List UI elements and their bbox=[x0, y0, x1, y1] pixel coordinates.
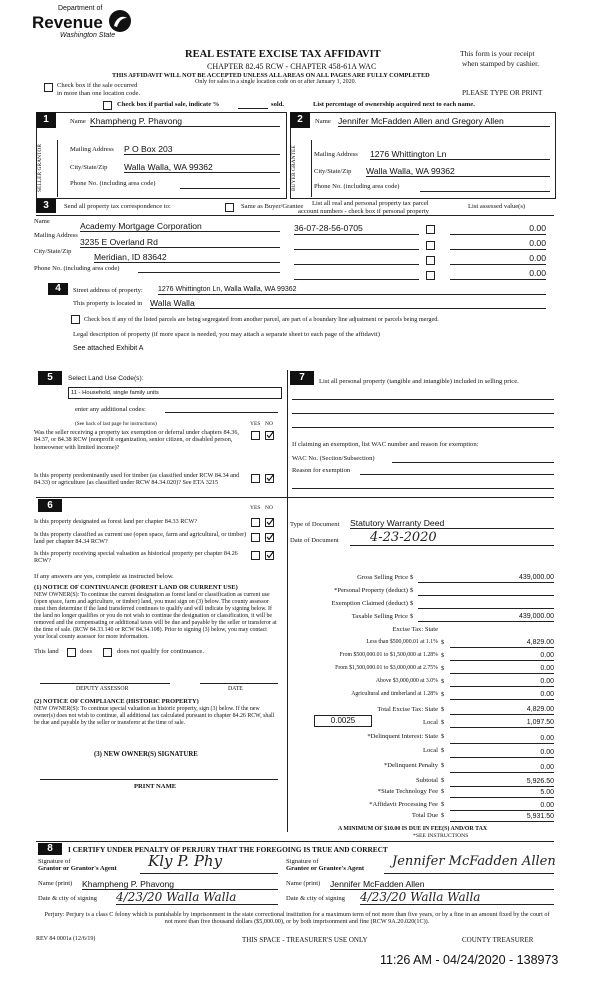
correspondence-name-field[interactable]: Academy Mortgage Corporation bbox=[80, 221, 280, 232]
tax-row-label: *Delinquent Penalty bbox=[383, 762, 438, 769]
form-number: REV 84 0001a (12/6/19) bbox=[36, 936, 96, 942]
partial-sale-percent-field[interactable] bbox=[238, 108, 268, 109]
logo-line2: Revenue bbox=[32, 13, 103, 32]
grantee-sig-label-2: Grantee or Grantee's Agent bbox=[286, 865, 365, 872]
grantee-date-city-label: Date & city of signing bbox=[286, 895, 345, 902]
currency-symbol: $ bbox=[410, 600, 414, 607]
gross-selling-price-field[interactable]: 439,000.00 bbox=[418, 574, 554, 583]
s6-q3-no-checkbox[interactable] bbox=[265, 551, 274, 560]
multi-location-label1: Check box if the sale occurred bbox=[57, 82, 138, 89]
section1-number: 1 bbox=[36, 112, 56, 128]
logo bbox=[32, 5, 142, 45]
buyer-name-label: Name bbox=[315, 118, 331, 125]
assessed-value-2[interactable]: 0.00 bbox=[450, 238, 546, 250]
grantor-name-print-label: Name (print) bbox=[38, 880, 73, 887]
currency-symbol: $ bbox=[441, 706, 445, 713]
parcel-header-1: List all real and personal property tax parcel bbox=[312, 200, 429, 207]
section6-rule bbox=[36, 497, 554, 498]
correspondence-mailing-label: Mailing Address bbox=[34, 232, 78, 239]
personal-property-line-2[interactable] bbox=[292, 413, 554, 414]
document-date-label: Date of Document bbox=[290, 537, 339, 544]
s5-q2-text: Is this property predominantly used for timber (as classified under RCW 84.34 and 84.33) or agriculture (as classified under RCW 84.34.020)? See ETA 3215 bbox=[34, 472, 240, 487]
grantor-name-print-field[interactable]: Khampheng P. Phavong bbox=[82, 879, 278, 890]
assessor-date-line[interactable] bbox=[200, 683, 278, 684]
document-type-field[interactable]: Statutory Warranty Deed bbox=[350, 518, 554, 529]
currency-symbol: $ bbox=[441, 777, 445, 784]
tax-tier-3-field[interactable]: 0.00 bbox=[450, 665, 554, 674]
same-as-buyer-label: Same as Buyer/Grantee bbox=[241, 203, 304, 210]
currency-symbol: $ bbox=[441, 678, 445, 685]
total-state-tax-field[interactable]: 4,829.00 bbox=[450, 706, 554, 715]
new-owner-signature-label: (3) NEW OWNER(S) SIGNATURE bbox=[94, 751, 198, 758]
delinquent-interest-local-field[interactable]: 0.00 bbox=[450, 749, 554, 758]
currency-symbol: $ bbox=[410, 574, 414, 581]
delinquent-interest-state-field[interactable]: 0.00 bbox=[450, 735, 554, 744]
assessor-date-label: DATE bbox=[228, 686, 243, 692]
treasurer-space-label: THIS SPACE - TREASURER'S USE ONLY bbox=[242, 936, 368, 944]
taxable-selling-price-field[interactable]: 439,000.00 bbox=[418, 613, 554, 622]
wac-field[interactable] bbox=[392, 462, 554, 463]
seller-divider bbox=[57, 140, 58, 197]
s5-q2-yes-checkbox[interactable] bbox=[251, 474, 260, 483]
grantee-sig-label-1: Signature of bbox=[286, 858, 319, 865]
receipt-line2: when stamped by cashier. bbox=[462, 59, 540, 68]
grantee-signature-line[interactable] bbox=[384, 873, 554, 874]
s5-no-header: NO bbox=[265, 421, 273, 427]
correspondence-city-label: City/State/Zip bbox=[34, 248, 72, 255]
ag-timber-tax-field[interactable]: 0.00 bbox=[450, 691, 554, 700]
deputy-assessor-label: DEPUTY ASSESSOR bbox=[76, 686, 129, 692]
checkmark-icon bbox=[266, 533, 274, 541]
assessed-value-3[interactable]: 0.00 bbox=[450, 253, 546, 265]
grantor-sig-label-1: Signature of bbox=[38, 858, 71, 865]
section6-number: 6 bbox=[38, 499, 62, 512]
form-subtitle: CHAPTER 82.45 RCW - CHAPTER 458-61A WAC bbox=[207, 62, 377, 71]
currency-symbol: $ bbox=[441, 733, 445, 740]
receipt-line1: This form is your receipt bbox=[460, 49, 535, 58]
exemption-label: If claiming an exemption, list WAC number and reason for exemption: bbox=[292, 441, 479, 448]
total-due-field[interactable]: 5,931.50 bbox=[450, 813, 554, 822]
parcel-personal-checkbox-4[interactable] bbox=[426, 271, 435, 280]
continuance-title: (1) NOTICE OF CONTINUANCE (FOREST LAND OR CURRENT USE) bbox=[34, 584, 238, 591]
checkmark-icon bbox=[266, 431, 274, 439]
sales-note: Only for sales in a single location code on or after January 1, 2020. bbox=[195, 79, 357, 85]
partial-sale-checkbox[interactable] bbox=[103, 101, 112, 110]
s6-no-header: NO bbox=[265, 505, 273, 511]
checkmark-icon bbox=[266, 474, 274, 482]
tax-row-label: Excise Tax: State bbox=[392, 626, 438, 633]
segregated-checkbox[interactable] bbox=[71, 315, 80, 324]
correspondence-phone-label: Phone No. (including area code) bbox=[34, 265, 120, 272]
buyer-city-field[interactable]: Walla Walla, WA 99362 bbox=[366, 166, 550, 177]
parcel-personal-checkbox-1[interactable] bbox=[426, 225, 435, 234]
tax-row-label: Gross Selling Price bbox=[357, 574, 408, 581]
section4-number: 4 bbox=[48, 283, 68, 295]
assessed-header: List assessed value(s) bbox=[468, 203, 526, 210]
revenue-logo-icon bbox=[108, 9, 132, 33]
delinquent-penalty-field[interactable]: 0.00 bbox=[450, 764, 554, 773]
currency-symbol: $ bbox=[441, 691, 445, 698]
additional-codes-label: enter any additional codes: bbox=[75, 406, 146, 413]
s6-q3-yes-checkbox[interactable] bbox=[251, 551, 260, 560]
correspondence-city-field[interactable]: Meridian, ID 83642 bbox=[94, 252, 280, 263]
section8-number: 8 bbox=[38, 843, 62, 855]
send-correspondence-label: Send all property tax correspondence to: bbox=[64, 203, 171, 210]
seller-side-label: SELLER GRANTOR bbox=[37, 143, 43, 193]
parcel-number-4[interactable] bbox=[294, 268, 419, 280]
tax-tier-2-field[interactable]: 0.00 bbox=[450, 652, 554, 661]
tax-row-label: Taxable Selling Price bbox=[351, 613, 408, 620]
grantee-date-city-field[interactable]: 4/23/20 Walla Walla bbox=[360, 890, 554, 905]
parcel-number-1[interactable]: 36-07-28-56-0705 bbox=[294, 223, 419, 235]
currency-symbol: $ bbox=[441, 788, 445, 795]
seller-phone-label: Phone No. (including area code) bbox=[70, 180, 156, 187]
buyer-phone-label: Phone No. (including area code) bbox=[314, 183, 400, 190]
tax-row-label: Less than $500,000.01 at 1.1% bbox=[366, 639, 438, 645]
perjury-notice: Perjury: Perjury is a class C felony which is punishable by imprisonment in the state correctional institution for a maximum term of not more than five years, or by a fine in an amount fixed by the court of not more than five thousand dollars ($5,000.00), or by both imprisonment and fine (RCW 9A.20.020(1C)). bbox=[44, 911, 550, 926]
grantor-date-city-field[interactable]: 4/23/20 Walla Walla bbox=[116, 890, 278, 905]
left-column-rule bbox=[287, 370, 288, 832]
currency-symbol: $ bbox=[441, 801, 445, 808]
partial-sale-label: Check box if partial sale, indicate % bbox=[117, 101, 220, 108]
tax-row-label: Local bbox=[422, 747, 438, 754]
street-address-label: Street address of property: bbox=[73, 287, 143, 294]
legal-description-field[interactable]: See attached Exhibit A bbox=[73, 345, 144, 352]
recording-stamp: 11:26 AM - 04/24/2020 - 138973 bbox=[380, 953, 559, 967]
s6-yes-header: YES bbox=[250, 505, 261, 511]
s5-q1-no-checkbox[interactable] bbox=[265, 431, 274, 440]
tax-row-label: *Delinquent Interest: State bbox=[367, 733, 438, 740]
form-warning: THIS AFFIDAVIT WILL NOT BE ACCEPTED UNLESS ALL AREAS ON ALL PAGES ARE FULLY COMPLETED bbox=[112, 72, 430, 79]
parcel-number-2[interactable] bbox=[294, 238, 419, 250]
tax-row-label: Exemption Claimed (deduct) bbox=[331, 600, 408, 607]
section2-number: 2 bbox=[290, 112, 310, 128]
tax-tier-1-field[interactable]: 4,829.00 bbox=[450, 639, 554, 648]
section3-rule bbox=[36, 215, 554, 216]
minimum-due-note: A MINIMUM OF $10.00 IS DUE IN FEE(S) AND/OR TAX bbox=[338, 826, 488, 832]
section7-number: 7 bbox=[290, 371, 314, 385]
street-address-field[interactable]: 1276 Whittington Ln, Walla Walla, WA 99362 bbox=[158, 286, 546, 295]
currency-symbol: $ bbox=[441, 665, 445, 672]
currency-symbol: $ bbox=[441, 762, 445, 769]
seller-mailing-label: Mailing Address bbox=[70, 146, 114, 153]
grantor-date-city-label: Date & city of signing bbox=[38, 895, 97, 902]
s6-q1-no-checkbox[interactable] bbox=[265, 518, 274, 527]
tax-row-label: *Affidavit Processing Fee bbox=[369, 801, 438, 808]
buyer-side-label: BUYER GRANTEE bbox=[291, 145, 297, 191]
seller-name-field[interactable]: Khampheng P. Phavong bbox=[90, 116, 280, 127]
buyer-name-field[interactable]: Jennifer McFadden Allen and Gregory Allen bbox=[338, 116, 550, 127]
buyer-city-label: City/State/Zip bbox=[314, 168, 352, 175]
document-date-field[interactable]: 4-23-2020 bbox=[350, 530, 554, 546]
checkmark-icon bbox=[266, 551, 274, 559]
s6-q2-no-checkbox[interactable] bbox=[265, 533, 274, 542]
tax-row-label: Total Excise Tax: State bbox=[377, 706, 438, 713]
grantee-name-print-field[interactable]: Jennifer McFadden Allen bbox=[330, 879, 554, 890]
correspondence-name-label: Name bbox=[34, 218, 50, 225]
tax-tier-4-field[interactable]: 0.00 bbox=[450, 678, 554, 687]
s5-yes-header: YES bbox=[250, 421, 261, 427]
reason-field-2[interactable] bbox=[292, 488, 554, 489]
this-land-label: This land bbox=[34, 648, 59, 655]
seller-name-label: Name bbox=[70, 118, 86, 125]
seller-mailing-field[interactable]: P O Box 203 bbox=[124, 144, 280, 155]
tax-row-label: Above $3,000,000 at 3.0% bbox=[375, 678, 438, 684]
tax-row-label: *Personal Property (deduct) bbox=[334, 587, 408, 594]
personal-property-label: List all personal property (tangible and intangible) included in selling price. bbox=[319, 378, 519, 385]
grantee-name-print-label: Name (print) bbox=[286, 880, 321, 887]
seller-city-field[interactable]: Walla Walla, WA 99362 bbox=[124, 162, 280, 173]
ownership-label: List percentage of ownership acquired next to each name. bbox=[313, 101, 475, 108]
buyer-phone-field[interactable] bbox=[420, 191, 550, 192]
personal-property-deduct-field[interactable] bbox=[418, 587, 554, 596]
s6-q1-yes-checkbox[interactable] bbox=[251, 518, 260, 527]
same-as-buyer-checkbox[interactable] bbox=[225, 203, 234, 212]
legal-description-label: Legal description of property (if more space is needed, you may attach a separate sheet to each page of the affidavit) bbox=[73, 331, 380, 338]
tax-row-label: From $1,500,000.01 to $3,000,000 at 2.75% bbox=[335, 665, 438, 671]
logo-line1: Department of bbox=[58, 5, 103, 12]
multi-location-label2: in more than one location code. bbox=[57, 90, 141, 97]
currency-symbol: $ bbox=[441, 639, 445, 646]
assessed-value-4[interactable]: 0.00 bbox=[450, 268, 546, 280]
does-not-label: does not qualify for continuance. bbox=[117, 648, 204, 655]
if-yes-instruction: If any answers are yes, complete as instructed below. bbox=[34, 573, 174, 580]
land-use-select[interactable]: 11 - Household, single family units bbox=[68, 387, 282, 399]
personal-property-line-1[interactable] bbox=[292, 399, 554, 400]
continuance-text: NEW OWNER(S): To continue the current designation as forest land or classification as current use (open space, farm and agriculture, or timber) land, you must sign on (3) below. The county assessor must then determine if the land transferred continues to qualify and will indicate by signing below. If the land no longer qualifies or you do not wish to continue the designation or classification, it will be removed and the compensating or additional taxes will be due and payable by the seller or transferor at the time of sale. (RCW 84.33.140 or RCW 84.34.108). Prior to signing (3) below, you may contact your local county assessor for more information. bbox=[34, 592, 277, 641]
currency-symbol: $ bbox=[410, 613, 414, 620]
land-use-label: Select Land Use Code(s): bbox=[68, 375, 144, 382]
see-back-label: (See back of last page for instructions) bbox=[75, 421, 157, 427]
s5-q1-yes-checkbox[interactable] bbox=[251, 431, 260, 440]
additional-codes-field[interactable] bbox=[165, 412, 278, 413]
reason-label: Reason for exemption bbox=[292, 467, 351, 474]
located-in-field[interactable]: Walla Walla bbox=[150, 298, 546, 309]
located-in-label: This property is located in bbox=[73, 300, 143, 307]
s5-q1-text: Was the seller receiving a property tax exemption or deferral under chapters 84.36, 84.37, or 84.38 RCW (nonprofit organization, senior citizen, or disabled person, homeowner with limited income)? bbox=[34, 429, 239, 451]
s6-q1-text: Is this property designated as forest land per chapter 84.33 RCW? bbox=[34, 518, 198, 525]
checkmark-icon bbox=[266, 518, 274, 526]
certify-statement: I CERTIFY UNDER PENALTY OF PERJURY THAT THE FOREGOING IS TRUE AND CORRECT bbox=[68, 845, 388, 854]
print-name-label: PRINT NAME bbox=[134, 783, 177, 790]
s6-q2-yes-checkbox[interactable] bbox=[251, 533, 260, 542]
parcel-header-2: account numbers - check box if personal property bbox=[298, 208, 429, 215]
sold-label: sold. bbox=[271, 101, 285, 108]
print-note: PLEASE TYPE OR PRINT bbox=[462, 89, 543, 97]
currency-symbol: $ bbox=[441, 812, 445, 819]
does-label: does bbox=[80, 648, 93, 655]
wac-label: WAC No. (Section/Subsection) bbox=[292, 455, 375, 462]
buyer-mailing-field[interactable]: 1276 Whittington Ln bbox=[370, 149, 550, 160]
form-title: REAL ESTATE EXCISE TAX AFFIDAVIT bbox=[185, 49, 381, 60]
seller-city-label: City/State/Zip bbox=[70, 164, 108, 171]
currency-symbol: $ bbox=[441, 719, 445, 726]
local-tax-field[interactable]: 1,097.50 bbox=[450, 719, 554, 728]
deputy-assessor-line[interactable] bbox=[40, 683, 170, 684]
section5-number: 5 bbox=[38, 371, 62, 385]
s5-q2-no-checkbox[interactable] bbox=[265, 474, 274, 483]
segregated-label: Check box if any of the listed parcels are being segregated from another parcel, are part of a boundary line adjustment or parcels being merged. bbox=[84, 316, 439, 323]
compliance-text: NEW OWNER(S): To continue special valuation as historic property, sign (3) below. If the new owner(s) does not wish to continue, all additional tax calculated pursuant to chapter 84.26 RCW, shall be due and payable by the seller or transferor at the time of sale. bbox=[34, 706, 275, 727]
s6-q2-text: Is this property classified as current use (open space, farm and agricultural, or timber) land per chapter 84.34 RCW? bbox=[34, 531, 247, 546]
buyer-divider bbox=[311, 140, 312, 197]
tax-row-label: Total Due bbox=[411, 812, 438, 819]
exemption-claimed-field[interactable] bbox=[418, 600, 554, 609]
section3-number: 3 bbox=[36, 199, 56, 213]
subtotal-field[interactable]: 5,926.50 bbox=[450, 778, 554, 787]
grantor-signature[interactable]: Kly P. Phy bbox=[148, 852, 223, 870]
multi-location-checkbox[interactable] bbox=[44, 83, 53, 92]
logo-line3: Washington State bbox=[60, 32, 116, 39]
reason-field[interactable] bbox=[360, 474, 554, 475]
personal-property-line-3[interactable] bbox=[292, 427, 554, 428]
currency-symbol: $ bbox=[441, 747, 445, 754]
tax-row-label: Agricultural and timberland at 1.28% bbox=[351, 691, 438, 697]
assessed-value-1[interactable]: 0.00 bbox=[450, 223, 546, 235]
correspondence-mailing-field[interactable]: 3235 E Overland Rd bbox=[80, 237, 280, 248]
tax-row-label: Local bbox=[422, 719, 438, 726]
correspondence-phone-field[interactable] bbox=[138, 272, 280, 273]
seller-phone-field[interactable] bbox=[180, 188, 280, 189]
processing-fee-field[interactable]: 0.00 bbox=[450, 802, 554, 811]
does-not-qualify-checkbox[interactable] bbox=[103, 648, 112, 657]
see-instructions-note: *SEE INSTRUCTIONS bbox=[413, 833, 469, 839]
tax-row-label: From $500,000.01 to $1,500,000 at 1.28% bbox=[339, 652, 438, 658]
buyer-mailing-label: Mailing Address bbox=[314, 151, 358, 158]
grantee-signature[interactable]: Jennifer McFadden Allen bbox=[392, 854, 556, 869]
compliance-title: (2) NOTICE OF COMPLIANCE (HISTORIC PROPERTY) bbox=[34, 698, 199, 705]
new-owner-signature-line[interactable] bbox=[40, 779, 278, 780]
local-rate-field[interactable]: 0.0025 bbox=[314, 715, 372, 727]
tax-row-label: *State Technology Fee bbox=[377, 788, 438, 795]
section8-rule bbox=[36, 841, 554, 842]
technology-fee-field[interactable]: 5.00 bbox=[450, 789, 554, 798]
parcel-number-3[interactable] bbox=[294, 253, 419, 265]
county-treasurer-label: COUNTY TREASURER bbox=[462, 936, 534, 944]
grantor-sig-label-2: Grantor or Grantor's Agent bbox=[38, 865, 117, 872]
tax-row-label: Subtotal bbox=[416, 777, 438, 784]
s6-q3-text: Is this property receiving special valuation as historical property per chapter 84.26 RCW? bbox=[34, 550, 238, 565]
currency-symbol: $ bbox=[441, 652, 445, 659]
currency-symbol: $ bbox=[410, 587, 414, 594]
grantor-signature-line[interactable] bbox=[140, 873, 278, 874]
parcel-personal-checkbox-3[interactable] bbox=[426, 256, 435, 265]
document-type-label: Type of Document bbox=[290, 521, 340, 528]
does-qualify-checkbox[interactable] bbox=[67, 648, 76, 657]
parcel-personal-checkbox-2[interactable] bbox=[426, 241, 435, 250]
